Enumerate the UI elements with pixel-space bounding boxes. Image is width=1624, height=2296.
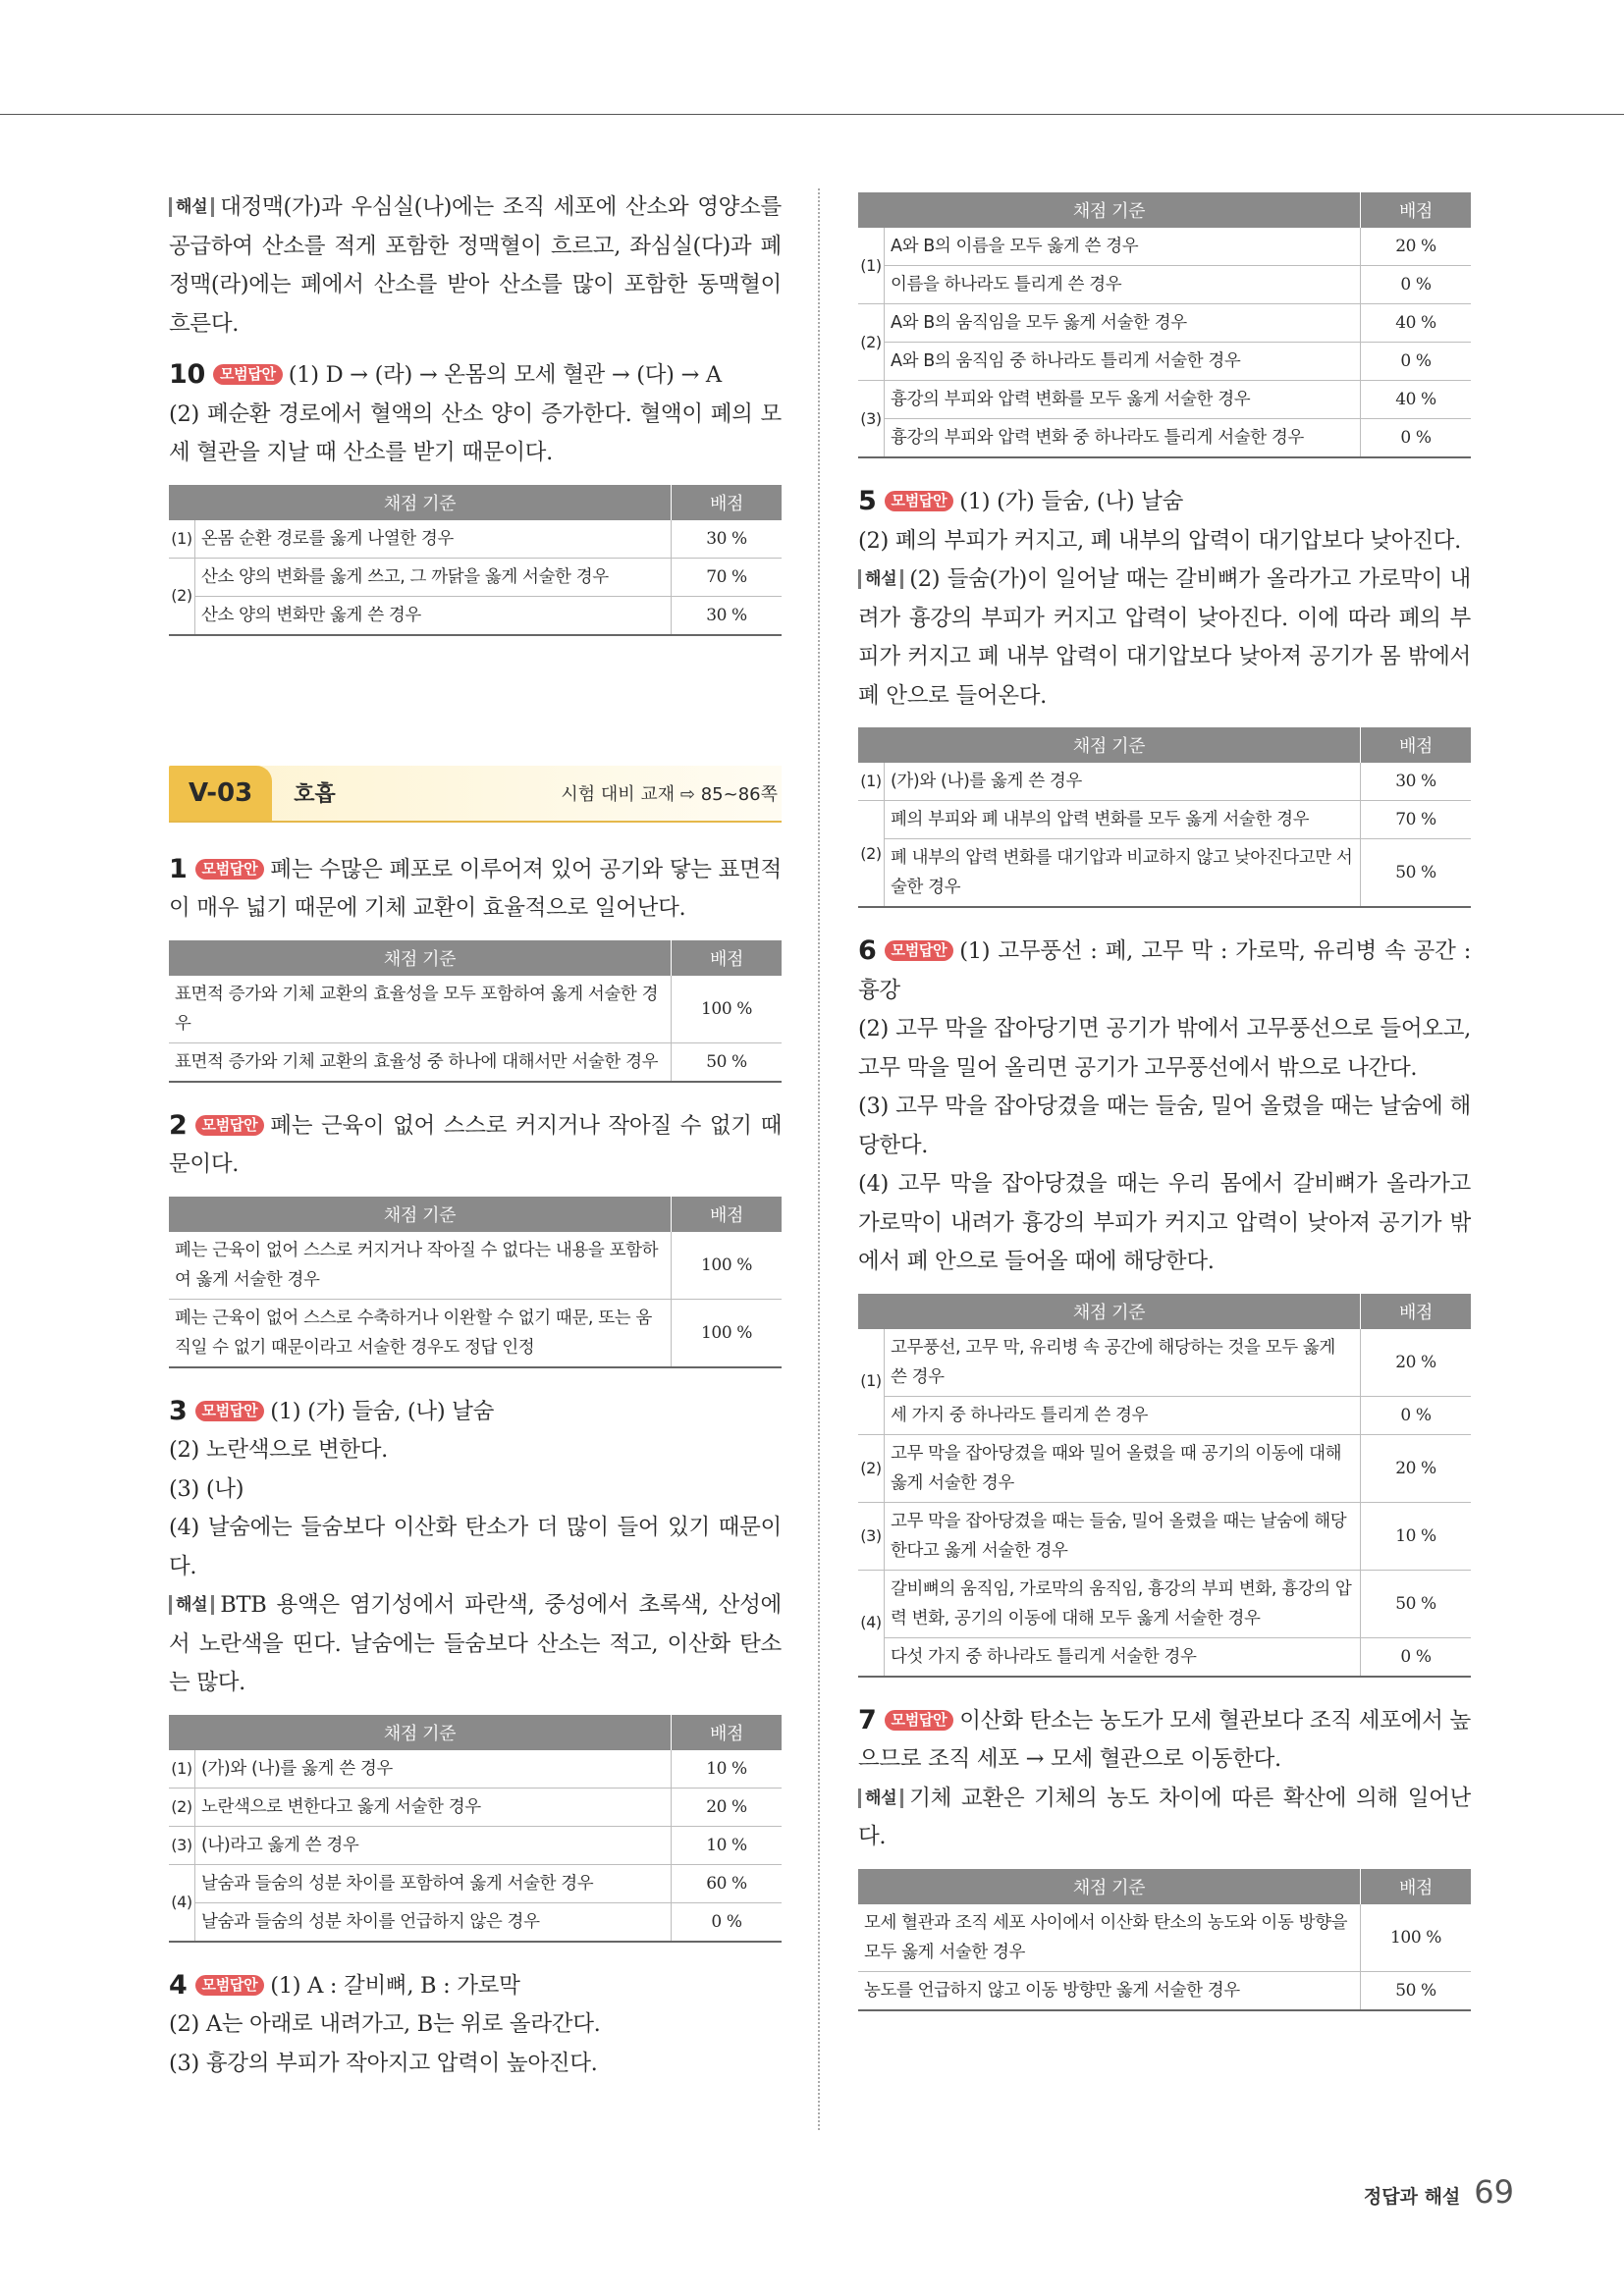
answer-line: (3) 고무 막을 잡아당겼을 때는 들숨, 밀어 올렸을 때는 날숨에 해당한다. (858, 1094, 1471, 1158)
header-rule (0, 114, 1624, 115)
right-column (858, 188, 1471, 2035)
table-row: 이름을 하나라도 틀리게 쓴 경우 0 % (858, 266, 1471, 304)
question-3 (169, 1392, 782, 1943)
table-row: (2) 고무 막을 잡아당겼을 때와 밀어 올렸을 때 공기의 이동에 대해 옳게 서술한 경우 20 % (858, 1434, 1471, 1502)
model-answer-badge: 모범답안 (195, 1975, 265, 1996)
table-row: 날숨과 들숨의 성분 차이를 언급하지 않은 경우 0 % (169, 1902, 782, 1942)
section-title: 호흡 (294, 782, 336, 807)
explanation: 해설 기체 교환은 기체의 농도 차이에 따른 확산에 의해 일어난다. (858, 1785, 1471, 1849)
table-row: (2) 산소 양의 변화를 옳게 쓰고, 그 까닭을 옳게 서술한 경우 70 % (169, 558, 782, 596)
answer-line: (1) D → (라) → 온몸의 모세 혈관 → (다) → A (288, 362, 722, 388)
model-answer-badge: 모범답안 (213, 364, 283, 385)
scoring-table (858, 192, 1471, 458)
table-row: 산소 양의 변화만 옳게 쓴 경우 30 % (169, 596, 782, 635)
page-number: 69 (1474, 2173, 1514, 2211)
table-row: (4) 갈비뼈의 움직임, 가로막의 움직임, 흉강의 부피 변화, 흉강의 압력 변화, 공기의 이동에 대해 모두 옳게 서술한 경우 50 % (858, 1570, 1471, 1637)
table-row: (1) 온몸 순환 경로를 옳게 나열한 경우 30 % (169, 520, 782, 559)
explanation: 해설 BTB 용액은 염기성에서 파란색, 중성에서 초록색, 산성에서 노란색을 띤다. 날숨에는 들숨보다 산소는 적고, 이산화 탄소는 많다. (169, 1592, 782, 1695)
question-5 (858, 482, 1471, 908)
answer-line: 이산화 탄소는 농도가 모세 혈관보다 조직 세포에서 높으므로 조직 세포 → 모세 혈관으로 이동한다. (858, 1707, 1471, 1772)
question-number: 4 (169, 1969, 188, 2001)
scoring-table (858, 1294, 1471, 1678)
answer-line: (2) A는 아래로 내려가고, B는 위로 올라간다. (169, 2011, 601, 2037)
haeseol-label: 해설 (858, 569, 903, 589)
table-row: (1) (가)와 (나)를 옳게 쓴 경우 30 % (858, 763, 1471, 801)
question-number: 2 (169, 1109, 188, 1141)
table-row: A와 B의 움직임 중 하나라도 틀리게 서술한 경우 0 % (858, 343, 1471, 381)
table-row: (4) 날숨과 들숨의 성분 차이를 포함하여 옳게 서술한 경우 60 % (169, 1864, 782, 1902)
table-row: 모세 혈관과 조직 세포 사이에서 이산화 탄소의 농도와 이동 방향을 모두 옳게 서술한 경우 100 % (858, 1904, 1471, 1972)
answer-line: (4) 날숨에는 들숨보다 이산화 탄소가 더 많이 들어 있기 때문이다. (169, 1515, 782, 1579)
criteria-header: 채점 기준 (169, 1197, 672, 1232)
scoring-table (169, 940, 782, 1083)
answer-line: (1) (가) 들숨, (나) 날숨 (270, 1398, 495, 1424)
table-row: 폐는 근육이 없어 스스로 수축하거나 이완할 수 없기 때문, 또는 움직일 수 없기 때문이라고 서술한 경우도 정답 인정 100 % (169, 1299, 782, 1367)
score-header: 배점 (672, 485, 783, 520)
criteria-header: 채점 기준 (858, 192, 1361, 228)
question-number: 3 (169, 1395, 188, 1426)
score-header: 배점 (672, 1197, 783, 1232)
question-number: 1 (169, 853, 188, 884)
left-column (169, 188, 782, 2083)
answer-line: 폐는 근육이 없어 스스로 커지거나 작아질 수 없기 때문이다. (169, 1112, 782, 1177)
section-header (169, 766, 782, 823)
haeseol-label: 해설 (858, 1789, 903, 1808)
answer-line: (1) (가) 들숨, (나) 날숨 (959, 489, 1184, 514)
criteria-header: 채점 기준 (169, 485, 672, 520)
table-row: (1) 고무풍선, 고무 막, 유리병 속 공간에 해당하는 것을 모두 옳게 쓴 경우 20 % (858, 1329, 1471, 1397)
question-number: 7 (858, 1704, 877, 1735)
criteria-header: 채점 기준 (169, 1715, 672, 1750)
table-row: (2) A와 B의 움직임을 모두 옳게 서술한 경우 40 % (858, 304, 1471, 343)
score-header: 배점 (1361, 192, 1472, 228)
model-answer-badge: 모범답안 (885, 1710, 954, 1731)
scoring-table (169, 485, 782, 636)
table-row: 폐 내부의 압력 변화를 대기압과 비교하지 않고 낮아진다고만 서술한 경우 50 % (858, 839, 1471, 908)
footer-label: 정답과 해설 (1363, 2186, 1461, 2208)
haeseol-label: 해설 (169, 1595, 214, 1615)
answer-line: (2) 노란색으로 변한다. (169, 1437, 389, 1463)
section-reference: 시험 대비 교재 ⇨ 85~86쪽 (561, 783, 778, 805)
table-row: (3) 고무 막을 잡아당겼을 때는 들숨, 밀어 올렸을 때는 날숨에 해당한다고 옳게 서술한 경우 10 % (858, 1502, 1471, 1570)
model-answer-badge: 모범답안 (885, 491, 954, 511)
question-4 (169, 1966, 782, 2084)
table-row: (1) (가)와 (나)를 옳게 쓴 경우 10 % (169, 1750, 782, 1789)
table-row: 흉강의 부피와 압력 변화 중 하나라도 틀리게 서술한 경우 0 % (858, 419, 1471, 458)
model-answer-badge: 모범답안 (195, 1115, 265, 1136)
table-row: 표면적 증가와 기체 교환의 효율성 중 하나에 대해서만 서술한 경우 50 % (169, 1042, 782, 1082)
table-row: (2) 노란색으로 변한다고 옳게 서술한 경우 20 % (169, 1788, 782, 1826)
explanation: 해설 (2) 들숨(가)이 일어날 때는 갈비뼈가 올라가고 가로막이 내려가 흉강의 부피가 커지고 압력이 낮아진다. 이에 따라 폐의 부피가 커지고 폐 내부 압력이 대기압보다 낮아져 공기가 몸 밖에서 폐 안으로 들어온다. (858, 566, 1471, 709)
answer-line: (1) 고무풍선 : 폐, 고무 막 : 가로막, 유리병 속 공간 : 흉강 (858, 938, 1471, 1003)
page-footer (1364, 2173, 1514, 2211)
score-header: 배점 (1361, 727, 1472, 763)
table-row: 표면적 증가와 기체 교환의 효율성을 모두 포함하여 옳게 서술한 경우 100 % (169, 976, 782, 1043)
answer-line: (2) 폐의 부피가 커지고, 폐 내부의 압력이 대기압보다 낮아진다. (858, 527, 1461, 554)
answer-line: 폐는 수많은 폐포로 이루어져 있어 공기와 닿는 표면적이 매우 넓기 때문에 기체 교환이 효율적으로 일어난다. (169, 856, 782, 921)
criteria-header: 채점 기준 (858, 1294, 1361, 1329)
haeseol-label: 해설 (169, 197, 214, 217)
table-row: (1) A와 B의 이름을 모두 옳게 쓴 경우 20 % (858, 228, 1471, 266)
question-6 (858, 932, 1471, 1678)
table-row: 폐는 근육이 없어 스스로 커지거나 작아질 수 없다는 내용을 포함하여 옳게 서술한 경우 100 % (169, 1232, 782, 1300)
scoring-table (169, 1715, 782, 1943)
intro-explanation: 해설 대정맥(가)과 우심실(나)에는 조직 세포에 산소와 영양소를 공급하여 산소를 적게 포함한 정맥혈이 흐르고, 좌심실(다)과 폐정맥(라)에는 폐에서 산소를 받아 산소를 많이 포함한 동맥혈이 흐른다. (169, 194, 782, 337)
scoring-table (169, 1197, 782, 1368)
answer-line: (2) 고무 막을 잡아당기면 공기가 밖에서 고무풍선으로 들어오고, 고무 막을 밀어 올리면 공기가 고무풍선에서 밖으로 나간다. (858, 1016, 1471, 1081)
answer-line: (3) (나) (169, 1475, 244, 1502)
criteria-header: 채점 기준 (169, 940, 672, 976)
model-answer-badge: 모범답안 (885, 940, 954, 961)
criteria-header: 채점 기준 (858, 727, 1361, 763)
table-row: (3) (나)라고 옳게 쓴 경우 10 % (169, 1826, 782, 1864)
scoring-table (858, 727, 1471, 908)
table-row: (3) 흉강의 부피와 압력 변화를 모두 옳게 서술한 경우 40 % (858, 381, 1471, 419)
table-row: (2) 폐의 부피와 폐 내부의 압력 변화를 모두 옳게 서술한 경우 70 % (858, 801, 1471, 839)
section-code: V-03 (169, 766, 272, 821)
score-header: 배점 (672, 1715, 783, 1750)
question-1 (169, 850, 782, 1083)
score-header: 배점 (1361, 1294, 1472, 1329)
question-2 (169, 1106, 782, 1368)
answer-line: (4) 고무 막을 잡아당겼을 때는 우리 몸에서 갈비뼈가 올라가고 가로막이 내려가 흉강의 부피가 커지고 압력이 낮아져 공기가 밖에서 폐 안으로 들어올 때에 해당한다. (858, 1171, 1471, 1274)
model-answer-badge: 모범답안 (195, 1401, 265, 1421)
table-row: 세 가지 중 하나라도 틀리게 쓴 경우 0 % (858, 1396, 1471, 1434)
question-number: 10 (169, 359, 205, 390)
question-7 (858, 1701, 1471, 2011)
table-row: 다섯 가지 중 하나라도 틀리게 서술한 경우 0 % (858, 1637, 1471, 1677)
criteria-header: 채점 기준 (858, 1869, 1361, 1904)
scoring-table (858, 1869, 1471, 2011)
table-row: 농도를 언급하지 않고 이동 방향만 옳게 서술한 경우 50 % (858, 1971, 1471, 2010)
answer-line: (2) 폐순환 경로에서 혈액의 산소 양이 증가한다. 혈액이 폐의 모세 혈관을 지날 때 산소를 받기 때문이다. (169, 400, 782, 465)
question-number: 6 (858, 935, 877, 966)
column-divider (818, 188, 820, 2130)
score-header: 배점 (1361, 1869, 1472, 1904)
question-number: 5 (858, 486, 877, 516)
answer-line: (1) A : 갈비뼈, B : 가로막 (270, 1972, 520, 1999)
question-10 (169, 355, 782, 636)
score-header: 배점 (672, 940, 783, 976)
model-answer-badge: 모범답안 (195, 859, 265, 880)
answer-line: (3) 흉강의 부피가 작아지고 압력이 높아진다. (169, 2050, 598, 2076)
